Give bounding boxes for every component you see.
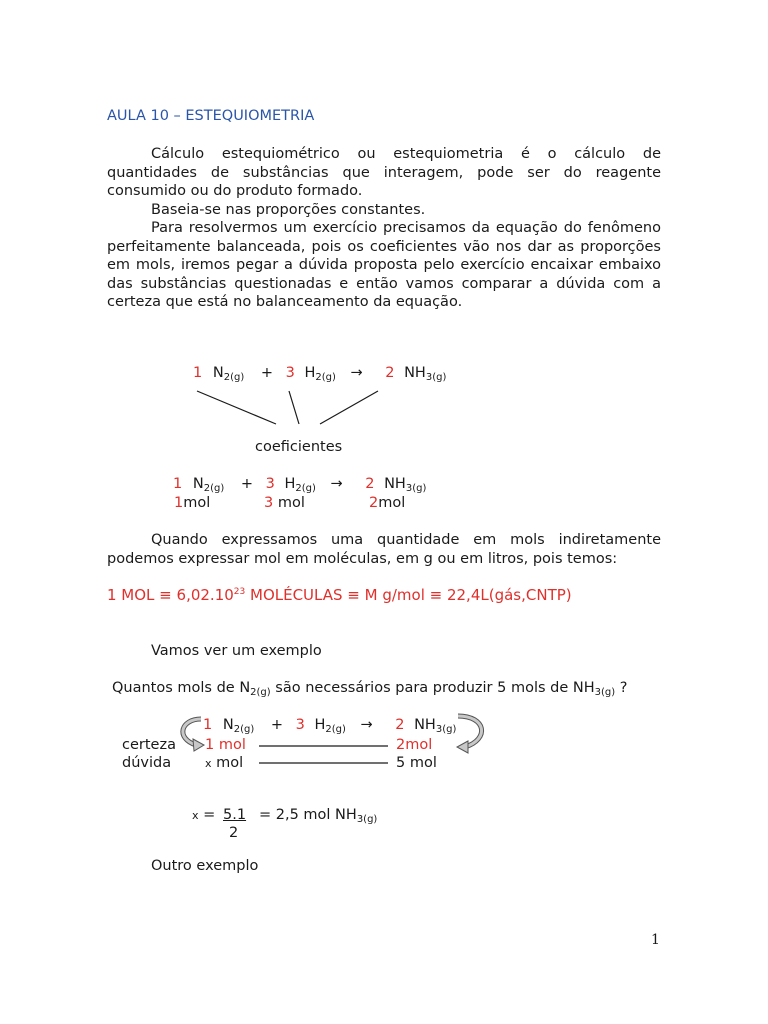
species-h2: $H_{2(g)}$ (284, 476, 316, 494)
duvida-right-value: 5 mol (396, 755, 437, 771)
result-numerator: 5.1 (223, 807, 247, 823)
coef-nh3: 2 (385, 365, 395, 381)
coef-nh3: 2 (395, 717, 405, 733)
example-intro: Vamos ver um exemplo (151, 643, 322, 659)
paragraph-2: Baseia-se nas proporções constantes. (151, 201, 426, 218)
mol-nh3: 2mol (369, 495, 406, 511)
coef-h2: 3 (285, 365, 295, 381)
coef-n2: 1 (203, 717, 213, 733)
plus-sign: + (260, 365, 273, 381)
coef-h2: 3 (295, 717, 305, 733)
plus-sign: + (240, 476, 253, 492)
arrow: → (350, 365, 363, 381)
duvida-label: dúvida (122, 755, 172, 771)
species-n2: $N_{2(g)}$ (212, 365, 245, 383)
coefficients-label: coeficientes (255, 439, 343, 455)
coef-n2: 1 (193, 365, 203, 381)
coef-n2: 1 (173, 476, 183, 492)
species-nh3: $NH_{3(g)}$ (414, 717, 457, 735)
arrow: → (360, 717, 373, 733)
result-denominator: 2 (229, 825, 239, 841)
plus-sign: + (270, 717, 283, 733)
paragraph-1: Cálculo estequiométrico ou estequiometria é o cálculo de quantidades de substâncias que interagem, pode ser do reagente consumido ou do produto formado. (107, 146, 661, 199)
certeza-label: certeza (122, 737, 176, 753)
equation-3 (203, 717, 456, 733)
question: Quantos mols de $N_{2(g)}$ são necessários para produzir 5 mols de $NH_{3(g)}$ ? (112, 680, 628, 698)
mol-h2: 3 mol (264, 495, 305, 511)
certeza-right-value: 2mol (396, 737, 433, 753)
paragraph-3: Para resolvermos um exercício precisamos da equação do fenômeno perfeitamente balanceada, pois os coeficientes vão nos dar as proporções em mols, iremos pegar a dúvida proposta pelo exercício encaixar embaixo das substâncias questionadas e então vamos comparar a dúvida com a certeza que está no balanceamento da equação. (107, 220, 661, 310)
species-n2: $N_{2(g)}$ (222, 717, 255, 735)
coef-h2: 3 (265, 476, 275, 492)
page-title: AULA 10 – ESTEQUIOMETRIA (107, 108, 315, 124)
page-number: 1 (651, 932, 660, 948)
species-nh3: $NH_{3(g)}$ (404, 365, 447, 383)
result-value: = 2,5 mol $NH_{3(g)}$ (259, 807, 378, 825)
species-nh3: $NH_{3(g)}$ (384, 476, 427, 494)
certeza-left-value: 1 mol (205, 737, 246, 753)
arrow: → (330, 476, 343, 492)
paragraph-4: Quando expressamos uma quantidade em mols indiretamente podemos expressar mol em moléculas, em g ou em litros, pois temos: (107, 532, 661, 567)
species-n2: $N_{2(g)}$ (192, 476, 225, 494)
coef-nh3: 2 (365, 476, 375, 492)
species-h2: $H_{2(g)}$ (304, 365, 336, 383)
species-h2: $H_{2(g)}$ (314, 717, 346, 735)
duvida-left-value: x mol (205, 755, 244, 771)
outro-exemplo: Outro exemplo (151, 858, 259, 874)
mol-n2: 1mol (174, 495, 211, 511)
mol-equivalence: 1 MOL ≡ $6,02.10^{23}$ MOLÉCULAS ≡ M g/mol ≡ 22,4L(gás,CNTP) (107, 586, 572, 604)
result-var: x = (192, 807, 216, 823)
